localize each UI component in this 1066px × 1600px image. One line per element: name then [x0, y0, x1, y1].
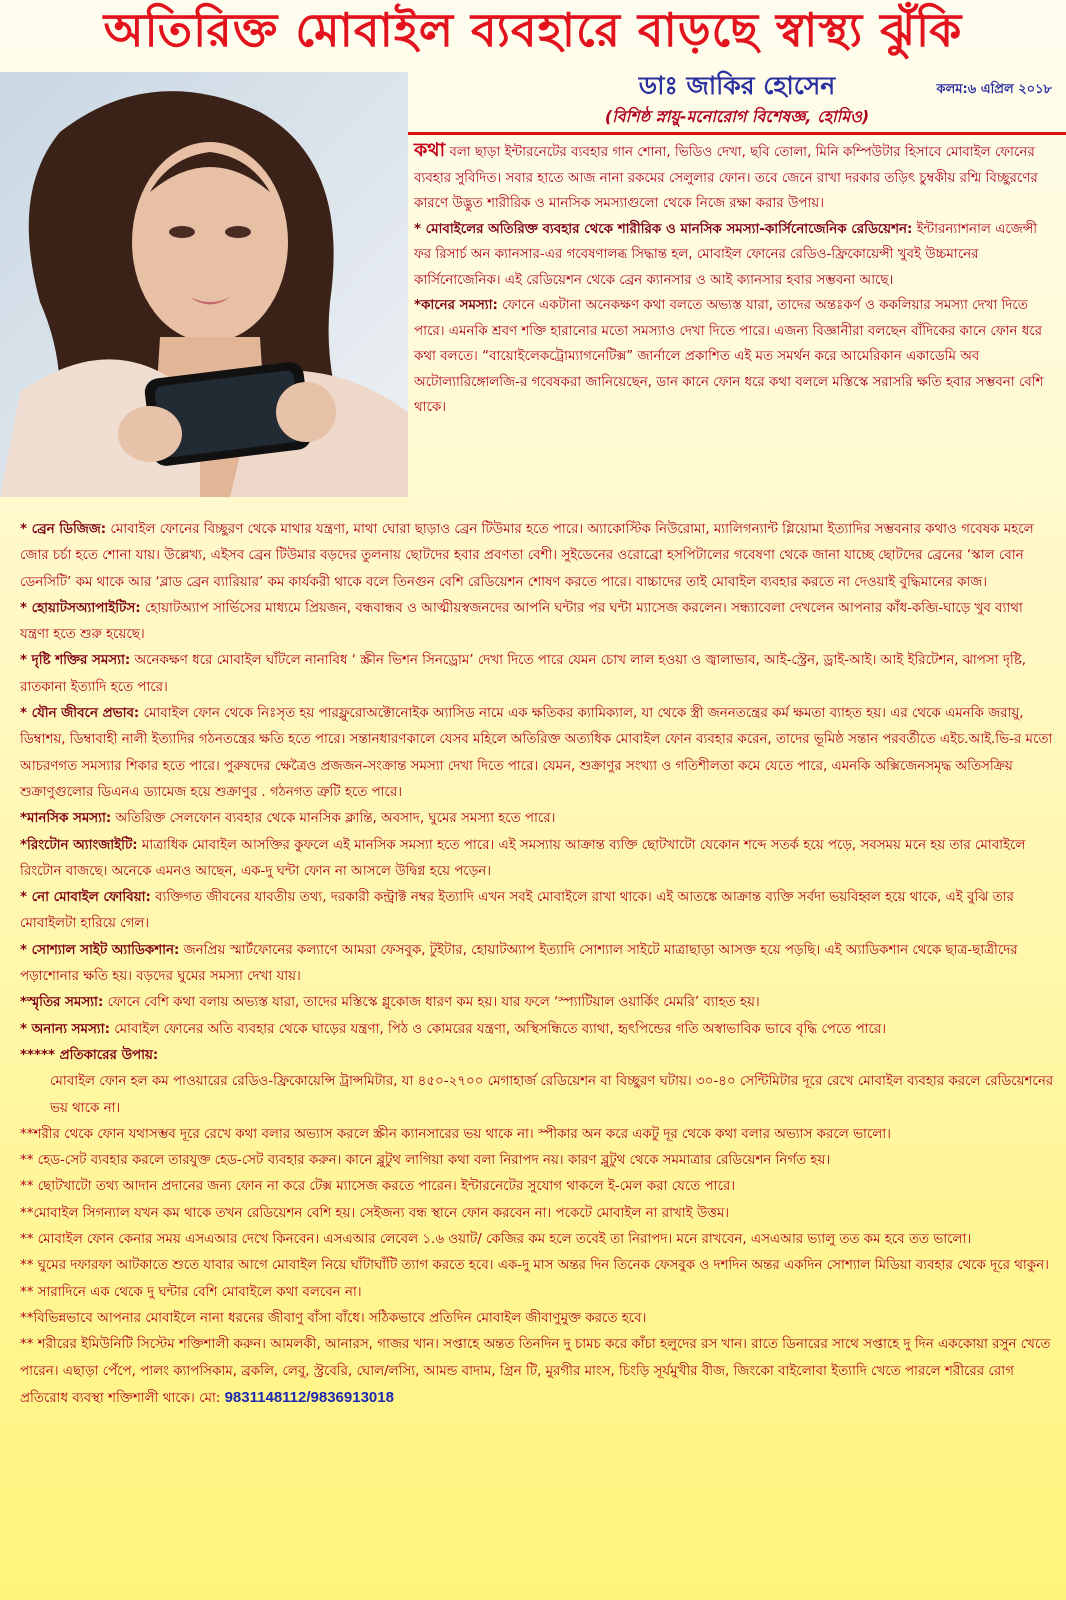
ear-paragraph — [414, 293, 1054, 421]
contact-label: মো: — [199, 1390, 221, 1406]
section-whatsapp — [20, 596, 1054, 649]
section-vision — [20, 648, 1054, 701]
radiation-text: ইন্টারন্যাশনাল এজেন্সী ফর রিসার্চ অন ক্যানসার-এর গবেষণালব্ধ সিদ্ধান্ত হল, মোবাইল ফোনের রেডিও-ফ্রিকোয়েন্সী খুবই উচ্চমানের কার্সিনোজেনিক। এই রেডিয়েশন থেকে ব্রেন ক্যানসার ও আই ক্যানসার হবার সম্ভবনা আছে। — [414, 221, 1038, 288]
section-heading: * অনান্য সমস্যা: — [20, 1021, 110, 1037]
section-text: হোয়াটঅ্যাপ সার্ভিসের মাধ্যমে প্রিয়জন, বন্ধবান্ধব ও আত্মীয়স্বজনদের আপনি ঘন্টার পর ঘন্টা ম্যাসেজ করলেন। সন্ধ্যাবেলা দেখলেন আপনার কাঁধ-কব্জি-ঘাড়ে খুব ব্যাথা যন্ত্রণা হতে শুরু হয়েছে। — [20, 600, 1023, 643]
section-social-addiction — [20, 938, 1054, 991]
remedy-final — [20, 1332, 1054, 1412]
section-text: অতিরিক্ত সেলফোন ব্যবহার থেকে মানসিক ক্লান্তি, অবসাদ, ঘুমের সমস্যা হতে পারে। — [111, 811, 556, 827]
remedies-intro: মোবাইল ফোন হল কম পাওয়ারের রেডিও-ফ্রিকোয়েন্সি ট্রান্সমিটার, যা ৪৫০-২৭০০ মেগাহার্জ রেডিয়েশন বা বিচ্ছুরণ ঘটায়। ৩০-৪০ সেন্টিমিটার দূরে রেখে মোবাইল ব্যবহার করলে রেডিয়েশনের ভয় থাকে না। — [50, 1074, 1054, 1116]
section-text: মোবাইল ফোনের বিচ্ছুরণ থেকে মাথার যন্ত্রণা, মাথা ঘোরা ছাড়াও ব্রেন টিউমার হতে পারে। অ্যাকোস্টিক নিউরোমা, ম্যালিগন্যান্ট গ্লিয়োমা ইত্যাদির সম্ভবনার কথাও গবেষক মহলে জোর চর্চা হতে শোনা যায়। উল্লেখ্য, এইসব ব্রেন টিউমার বড়দের তুলনায় ছোটদের হবার প্রবণতা বেশী। সুইডেনের ওরোব্রো হসপিটালের গবেষণা থেকে জানা যাচ্ছে ছোটদের ব্রেনের ‘স্কাল বোন ডেনসিটি’ কম থাকে আর ‘ব্লাড ব্রেন ব্যারিয়ার’ কম কার্যকরী থাকে বলে তিনগুন বেশি রেডিয়েশন শোষণ করতে পারে। বাচ্চাদের তাই মোবাইল ব্যবহার করতে না দেওয়াই বুদ্ধিমানের কাজ। — [20, 522, 1034, 590]
remedy-final-text: ** শরীরের ইমিউনিটি সিস্টেম শক্তিশালী করুন। আমলকী, আনারস, গাজর খান। সপ্তাহে অন্তত তিনদিন দু চামচ করে কাঁচা হলুদের রস খান। রাতে ডিনারের সাথে সপ্তাহে দু দিন এককোয়া রসুন খেতে পারেন। এছাড়া পেঁপে, পালং ক্যাপসিকাম, ব্রকলি, লেবু, স্ট্রবেরি, ঘোল/লস্যি, আমন্ড বাদাম, গ্রিন টি, মুরগীর মাংস, চিংড়ি সূর্যমুখীর বীজ, জিংকো বাইলোবা ইত্যাদি খেতে পারলে শরীরের রোগ প্রতিরোধ ব্যবস্থা শক্তিশালী থাকে। — [20, 1337, 1051, 1406]
section-heading: * হোয়াটসঅ্যাপাইটিস: — [20, 600, 141, 616]
remedy-item: **মোবাইল সিগন্যাল যখন কম থাকে তখন রেডিয়েশন বেশি হয়। সেইজন্য বন্ধ স্থানে ফোন করবেন না। পকেটে মোবাইল না রাখাই উত্তম। — [20, 1205, 730, 1221]
remedy-item: ** হেড-সেট ব্যবহার করলে তারযুক্ত হেড-সেট ব্যবহার করুন। কানে ব্লুটুথ লাগিয়া কথা বলা নিরাপদ নয়। কারণ ব্লুটুথ থেকে সমমাত্রার রেডিয়েশন নির্গত হয়। — [20, 1153, 831, 1169]
main-column — [20, 517, 1054, 1412]
section-heading: *স্মৃতির সমস্যা: — [20, 995, 104, 1011]
section-text: জনপ্রিয় স্মার্টফোনের কল্যাণে আমরা ফেসবুক, টুইটার, হোয়াটঅ্যাপ ইত্যাদি সোশ্যাল সাইটে মাত্রাছাড়া আসক্ত হয়ে পড়ছি। এই অ্যাডিকশান থেকে ছাত্র-ছাত্রীদের পড়াশোনার ক্ষতি হয়। বড়দের ঘুমের সমস্যা দেখা যায়। — [20, 942, 1018, 985]
section-memory — [20, 990, 1054, 1016]
lead-word: কথা — [414, 139, 446, 161]
remedies-heading: ***** প্রতিকারের উপায়: — [20, 1047, 159, 1063]
author-name: ডাঃ জাকির হোসেন — [638, 71, 836, 100]
section-text: মাত্রাধিক মোবাইল আসক্তির কুফলে এই মানসিক সমস্যা হতে পারে। এই সমস্যায় আক্রান্ত ব্যক্তি ছোটখাটো যেকোন শব্দে সতর্ক হয়ে পড়ে, সবসময় মনে হয় তার মোবাইলে রিংটোন বাজছে। অনেকে এমনও আছেন, এক-দু ঘন্টা ফোন না আসলে উদ্বিগ্ন হয়ে পড়েন। — [20, 837, 1026, 879]
section-heading: * ব্রেন ডিজিজ: — [20, 522, 107, 537]
section-text: মোবাইল ফোন থেকে নিঃসৃত হয় পারফ্লুরোঅক্টোনোইক অ্যাসিড নামে এক ক্ষতিকর ক্যামিক্যাল, যা থেকে স্ত্রী জননতন্ত্রের কর্ম ক্ষমতা ব্যাহত হয়। এর থেকে এমনকি জরায়ু, ডিম্বাশয়, ডিম্বাবাহী নালী ইত্যাদির গঠনতন্ত্রের ক্ষতি হতে পারে। সন্তানধারণকালে যেসব মহিলে অতিরিক্ত অত্যধিক মোবাইল ফোন ব্যবহার করেন, তাদের ভূমিষ্ঠ সন্তান পরবর্তীতে এইচ.আই.ভি-র মতো আচরণগত সমস্যার শিকার হতে পারে। পুরুষদের ক্ষেত্রৈও প্রজজন-সংক্রান্ত সমস্যা দেখা দিতে পারে। যেমন, শুক্রাণুর সংখ্যা ও গতিশীলতা কমে যেতে পারে, এমনকি অক্সিজেনসমৃদ্ধ অতিসক্রিয় শুক্রাণুগুলোর ডিএনএ ড্যামেজ হয়ে শুক্রাণুর . গঠনগত ত্রুটি হতে পারে। — [20, 706, 1053, 800]
radiation-paragraph — [414, 217, 1054, 294]
intro-text: বলা ছাড়া ইন্টারনেটের ব্যবহার গান শোনা, ভিডিও দেখা, ছবি তোলা, মিনি কম্পিউটার হিসাবে মোবাইল ফোনের ব্যবহার সুবিদিত। সবার হাতে আজ নানা রকমের সেলুলার ফোন। তবে জেনে রাখা দরকার তড়িৎ চুম্বকীয় রশ্মি বিচ্ছুরণের কারণে উদ্ভুত শারীরিক ও মানসিক সমস্যাগুলো থেকে নিজে রক্ষা করার উপায়। — [414, 145, 1038, 211]
remedy-item: ** সারাদিনে এক থেকে দু ঘন্টার বেশি মোবাইলে কথা বলবেন না। — [20, 1284, 362, 1300]
remedy-item: ** মোবাইল ফোন কেনার সময় এসএআর দেখে কিনবেন। এসএআর লেবেল ১.৬ ওয়াট/ কেজির কম হলে তবেই তা নিরাপদ। মনে রাখবেন, এসএআর ভ্যালু তত কম হবে তত ভালো। — [20, 1232, 972, 1248]
section-heading: *রিংটোন অ্যাংজাইটি: — [20, 837, 138, 853]
section-text: ফোনে বেশি কথা বলায় অভ্যস্ত যারা, তাদের মস্তিস্কে গ্লুকোজ ধারণ কম হয়। যার ফলে ‘স্প্যাটিয়াল ওয়ার্কিং মেমরি’ ব্যাহত হয়। — [103, 995, 760, 1011]
section-other — [20, 1017, 1054, 1043]
remedy-item: ** ঘুমের দফারফা আটকাতে শুতে যাবার আগে মোবাইল নিয়ে ঘাঁটাঘাঁটি ত্যাগ করতে হবে। এক-দু মাস অন্তর দিন তিনেক ফেসবুক ও দশদিন অন্তর একদিন সোশ্যাল মিডিয়া ব্যবহার থেকে দূরে থাকুন। — [20, 1258, 1049, 1274]
section-text: ব্যক্তিগত জীবনের যাবতীয় তথ্য, দরকারী কন্ট্রাক্ট নম্বর ইত্যাদি এখন সবই মোবাইলে রাখা থাকে। এই আতঙ্কে আক্রান্ত ব্যক্তি সর্বদা ভয়বিহ্বল হয়ে থাকে, এই বুঝি তার মোবাইলটা হারিয়ে গেল। — [20, 890, 1014, 932]
section-brain — [20, 517, 1054, 596]
section-nomophobia — [20, 885, 1054, 938]
ear-heading: *কানের সমস্যা: — [414, 298, 498, 313]
remedy-item: **শরীর থেকে ফোন যথাসম্ভব দূরে রেখে কথা বলার অভ্যাস করলে স্ক্রীন ক্যানসারের ভয় থাকে না। স্পীকার অন করে একটু দূর থেকে কথা বলার অভ্যাস করলে ভালো। — [20, 1126, 891, 1142]
woman-with-phone-photo — [0, 72, 408, 497]
section-text: মোবাইল ফোনের অতি ব্যবহার থেকে ঘাড়ের যন্ত্রণা, পিঠ ও কোমরের যন্ত্রণা, অস্থিসন্ধিতে ব্যাথা, হৃৎপিন্ডের গতি অস্বাভাবিক ভাবে বৃদ্ধি পেতে পারে। — [109, 1021, 887, 1037]
divider — [408, 132, 1066, 135]
remedy-item: **বিভিন্নভাবে আপনার মোবাইলে নানা ধরনের জীবাণু বাঁসা বাঁধে। সঠিকভাবে প্রতিদিন মোবাইল জীবাণুমুক্ত করতে হবে। — [20, 1310, 647, 1326]
section-heading: * যৌন জীবনে প্রভাব: — [20, 706, 140, 722]
ear-text: ফোনে একটানা অনেকক্ষণ কথা বলতে অভ্যস্ত যারা, তাদের অন্তঃকর্ণ ও ককলিয়ার সমস্যা দেখা দিতে পারে। এমনকি শ্রবণ শক্তি হারানোর মতো সমস্যাও দেখা দিতে পারে। এজন্য বিজ্ঞানীরা বলছেন বাঁদিকের কানে ফোন ধরে কথা বলতে। “বায়োইলেকট্রোম্যাগনেটিক্স” জার্নালে প্রকাশিত এই মত সমর্থন করে আমেরিকান একাডেমি অব অটোল্যারিঙ্গোলজি-র গবেষকরা জানিয়েছেন, ডান কানে ফোন ধরে কথা বললে মস্তিস্কে সরাসরি ক্ষতি হবার সম্ভবনা বেশি থাকে। — [414, 298, 1044, 415]
section-mental — [20, 806, 1054, 832]
section-sexual-health — [20, 701, 1054, 806]
section-heading: * দৃষ্টি শক্তির সমস্যা: — [20, 653, 131, 669]
contact-number: 9831148112/9836913018 — [224, 1388, 394, 1406]
author-credentials: (বিশিষ্ঠ স্নায়ু-মনোরোগ বিশেষজ্ঞ, হোমিও) — [604, 107, 870, 126]
intro-column — [414, 138, 1054, 421]
section-ringtone — [20, 833, 1054, 886]
remedy-item: ** ছোটখাটো তথ্য আদান প্রদানের জন্য ফোন না করে টেক্স ম্যাসেজ করতে পারেন। ইন্টারনেটের সুযোগ থাকলে ই-মেল করা যেতে পারে। — [20, 1179, 735, 1195]
photo-illustration — [0, 72, 408, 497]
dateline: কলম:৬ এপ্রিল ২০১৮ — [936, 82, 1052, 97]
headline: অতিরিক্ত মোবাইল ব্যবহারে বাড়ছে স্বাস্থ্য ঝুঁকি — [103, 3, 963, 57]
section-heading: *মানসিক সমস্যা: — [20, 811, 112, 827]
section-heading: * নো মোবাইল ফোবিয়া: — [20, 890, 151, 906]
section-heading: * সোশ্যাল সাইট অ্যাডিকশান: — [20, 942, 180, 958]
radiation-heading: * মোবাইলের অতিরিক্ত ব্যবহার থেকে শারীরিক ও মানসিক সমস্যা-কার্সিনোজেনিক রেডিয়েশন: — [414, 221, 913, 237]
section-text: অনেকক্ষণ ধরে মোবাইল ঘাঁটলে নানাবিধ ‘ স্ক্রীন ভিশন সিনড্রোম’ দেখা দিতে পারে যেমন চোখ লাল হওয়া ও জ্বালাভাব, আই-স্ট্রেন, ড্রাই-আই। আই ইরিটেশন, ঝাপসা দৃষ্টি, রাতকানা ইত্যাদি হতে পারে। — [20, 653, 1027, 695]
intro-paragraph — [414, 138, 1054, 217]
